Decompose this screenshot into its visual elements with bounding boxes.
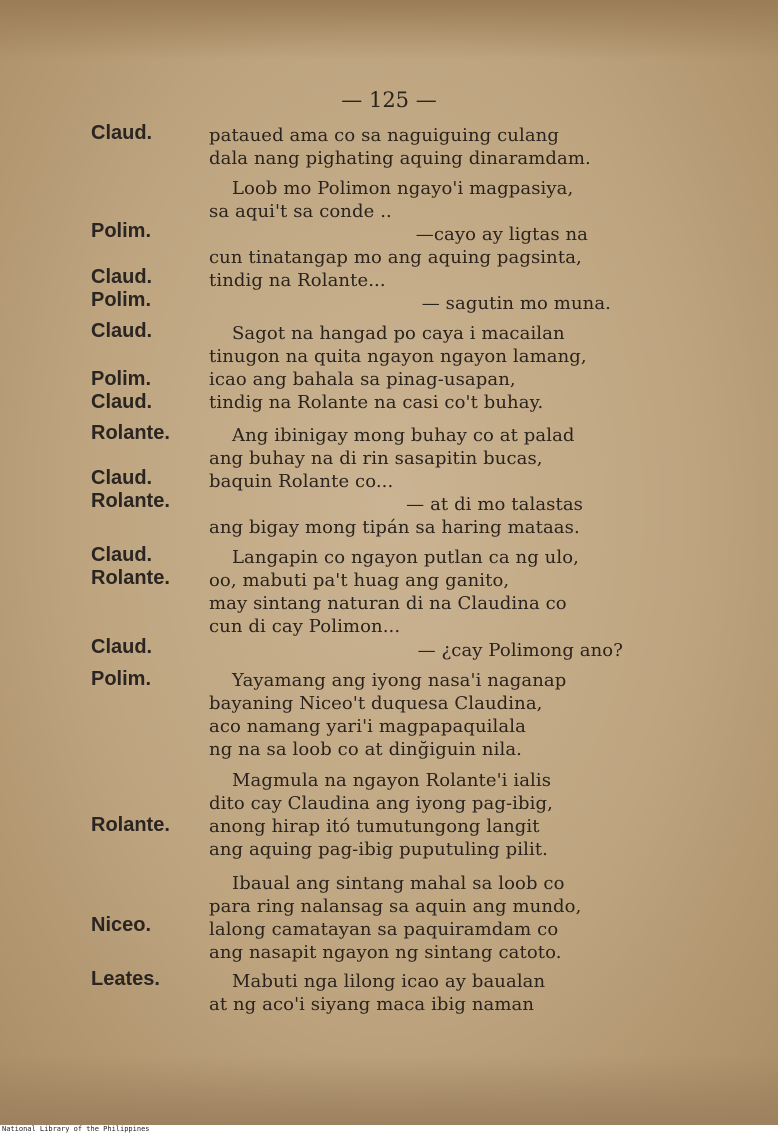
speaker-label: Polim. (91, 368, 152, 390)
speaker-label: Leates. (91, 968, 160, 990)
verse-line: Yayamang ang iyong nasa'i naganap (232, 670, 567, 691)
verse-line: Ibaual ang sintang mahal sa loob co (232, 873, 565, 894)
speaker-label: Claud. (91, 544, 153, 566)
verse-line: ang buhay na di rin sasapitin bucas, (209, 448, 543, 469)
speaker-label: Rolante. (91, 814, 170, 836)
verse-line: dala nang pighating aquing dinaramdam. (209, 148, 591, 169)
page-number: — 125 — (341, 88, 437, 112)
verse-line: bayaning Niceo't duquesa Claudina, (209, 693, 543, 714)
speaker-label: Rolante. (91, 422, 170, 444)
page-stain-bottom (0, 1055, 778, 1125)
speaker-label: Rolante. (91, 567, 170, 589)
verse-line: at ng aco'i siyang maca ibig naman (209, 994, 535, 1015)
verse-line: dito cay Claudina ang iyong pag-ibig, (209, 793, 553, 814)
verse-line: para ring nalansag sa aquin ang mundo, (209, 896, 582, 917)
library-credit: National Library of the Philippines (2, 1125, 150, 1133)
verse-line: cun tinatangap mo ang aquing pagsinta, (209, 247, 582, 268)
verse-line: baquin Rolante co... (209, 471, 394, 492)
verse-line: icao ang bahala sa pinag-usapan, (209, 369, 516, 390)
verse-line: — ¿cay Polimong ano? (417, 640, 623, 661)
speaker-label: Niceo. (91, 914, 152, 936)
verse-line: Langapin co ngayon putlan ca ng ulo, (232, 547, 579, 568)
verse-line: ang aquing pag-ibig puputuling pilit. (209, 839, 549, 860)
verse-line: Loob mo Polimon ngayo'i magpasiya, (232, 178, 574, 199)
verse-line: tindig na Rolante na casi co't buhay. (209, 392, 544, 413)
verse-line: sa aqui't sa conde .. (209, 201, 392, 222)
verse-line: — at di mo talastas (406, 494, 583, 515)
speaker-label: Claud. (91, 320, 153, 342)
verse-line: Mabuti nga lilong icao ay baualan (232, 971, 546, 992)
verse-line: tinugon na quita ngayon ngayon lamang, (209, 346, 587, 367)
speaker-label: Polim. (91, 289, 152, 311)
verse-line: ng na sa loob co at dinğiguin nila. (209, 739, 522, 760)
verse-line: anong hirap itó tumutungong langit (209, 816, 540, 837)
verse-line: Magmula na ngayon Rolante'i ialis (232, 770, 552, 791)
verse-line: cun di cay Polimon... (209, 616, 401, 637)
verse-line: Sagot na hangad po caya i macailan (232, 323, 565, 344)
speaker-label: Rolante. (91, 490, 170, 512)
speaker-label: Claud. (91, 467, 153, 489)
verse-line: tindig na Rolante... (209, 270, 386, 291)
verse-line: oo, mabuti pa't huag ang ganito, (209, 570, 510, 591)
verse-line: —cayo ay ligtas na (415, 224, 588, 245)
verse-line: Ang ibinigay mong buhay co at palad (232, 425, 575, 446)
speaker-label: Claud. (91, 636, 153, 658)
verse-line: may sintang naturan di na Claudina co (209, 593, 567, 614)
speaker-label: Claud. (91, 266, 153, 288)
verse-line: ang nasapit ngayon ng sintang catoto. (209, 942, 562, 963)
speaker-label: Claud. (91, 122, 153, 144)
speaker-label: Polim. (91, 220, 152, 242)
speaker-label: Claud. (91, 391, 153, 413)
page-stain-top (0, 0, 778, 60)
speaker-label: Polim. (91, 668, 152, 690)
verse-line: pataued ama co sa naguiguing culang (209, 125, 559, 146)
verse-line: ang bigay mong tipán sa haring mataas. (209, 517, 580, 538)
verse-line: aco namang yari'i magpapaquilala (209, 716, 526, 737)
verse-line: lalong camatayan sa paquiramdam co (209, 919, 559, 940)
verse-line: — sagutin mo muna. (421, 293, 611, 314)
